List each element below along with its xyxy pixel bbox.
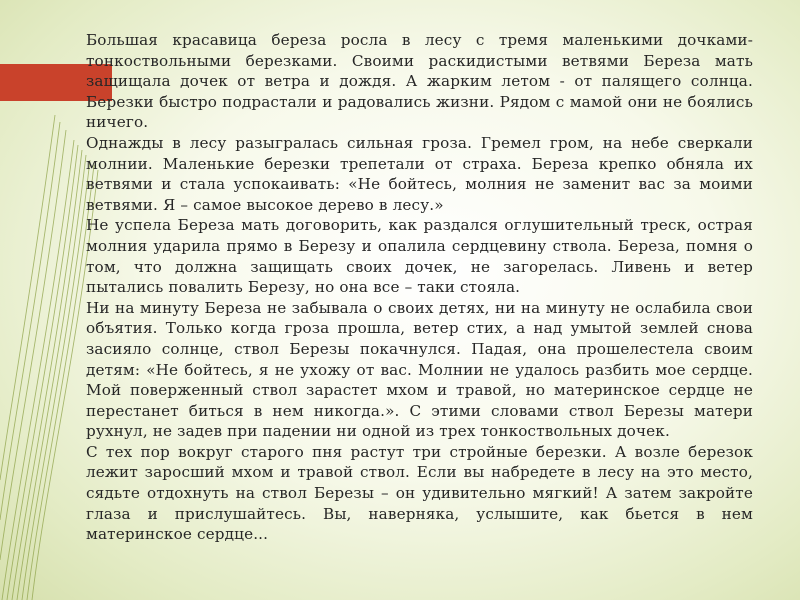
story-text	[86, 30, 753, 545]
paragraph-2: Однажды в лесу разыгралась сильная гроза. Гремел гром, на небе сверкали молнии. Маленькие березки трепетали от страха. Береза крепко обняла их ветвями и стала успокаивать: «Не бойтесь, молния не заменит вас за моими ветвями. Я – самое высокое дерево в лесу.»	[86, 133, 753, 214]
paragraph-5: С тех пор вокруг старого пня растут три стройные березки. А возле березок лежит заросший мхом и травой ствол. Если вы набредете в лесу на это место, сядьте отдохнуть на ствол Березы – он удивительно мягкий! А затем закройте глаза и прислушайтесь. Вы, наверняка, услышите, как бьется в нем материнское сердце...	[86, 442, 753, 544]
paragraph-1: Большая красавица береза росла в лесу с тремя маленькими дочками-тонкоствольными березками. Своими раскидистыми ветвями Береза мать защищала дочек от ветра и дождя. А жарким летом - от палящего солнца. Березки быстро подрастали и радовались жизни. Рядом с мамой они не боялись ничего.	[86, 31, 753, 132]
paragraph-4: Ни на минуту Береза не забывала о своих детях, ни на минуту не ослабила свои объятия. Только когда гроза прошла, ветер стих, а над умытой землей снова засияло солнце, ствол Березы покачнулся. Падая, она прошелестела своим детям: «Не бойтесь, я не ухожу от вас. Молнии не удалось разбить мое сердце. Мой поверженный ствол зарастет мхом и травой, но материнское сердце не перестанет биться в нем никогда.». С этими словами ствол Березы матери рухнул, не задев при падении ни одной из трех тонкоствольных дочек.	[86, 298, 753, 441]
paragraph-3: Не успела Береза мать договорить, как раздался оглушительный треск, острая молния ударила прямо в Березу и опалила сердцевину ствола. Береза, помня о том, что должна защищать своих дочек, не загорелась. Ливень и ветер пытались повалить Березу, но она все – таки стояла.	[86, 216, 753, 297]
